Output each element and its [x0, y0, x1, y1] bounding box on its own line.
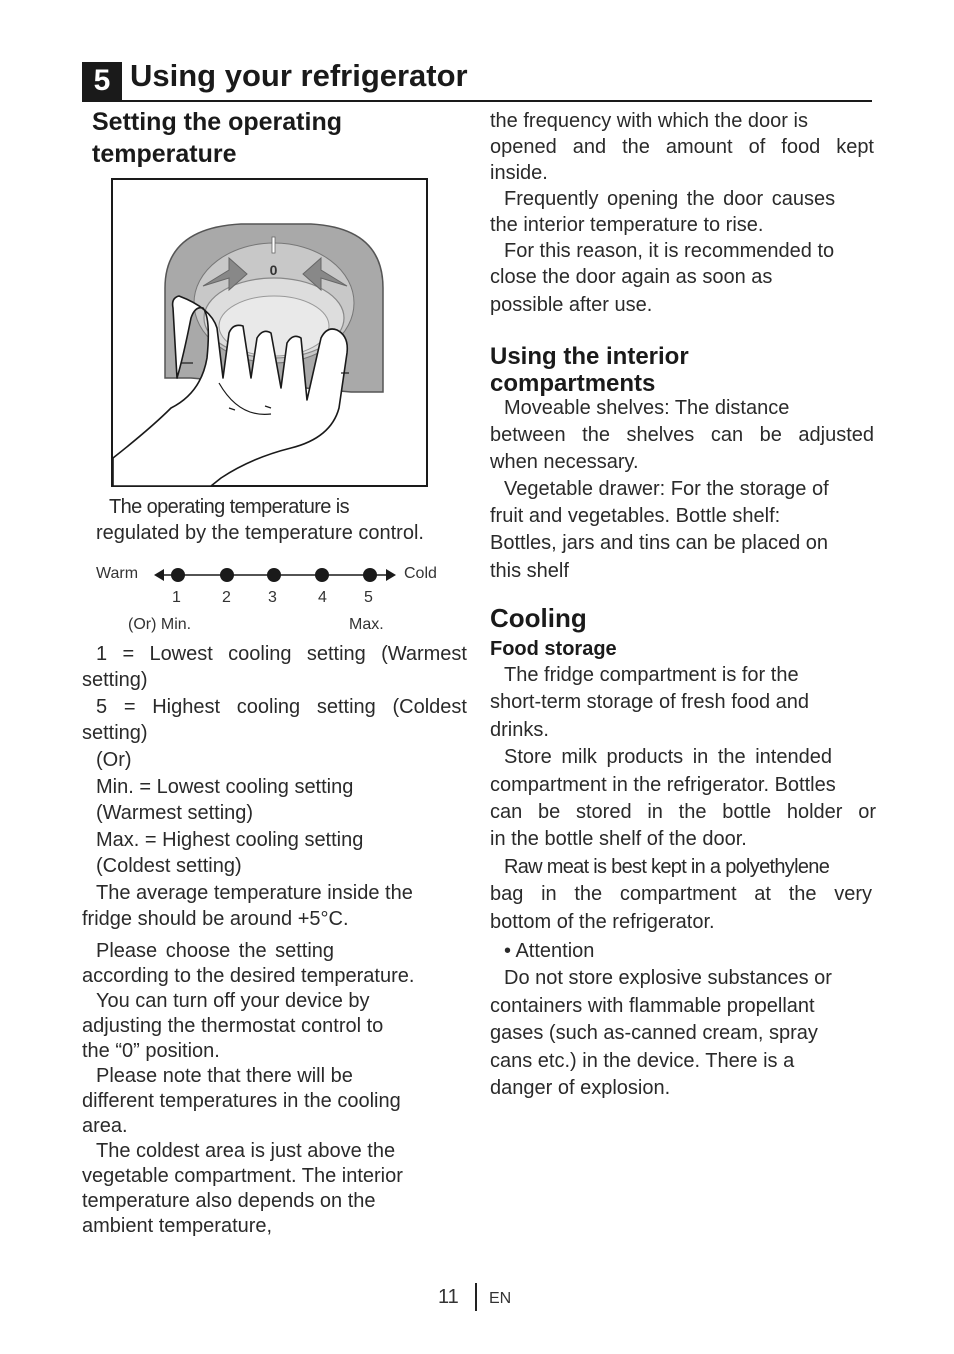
scale-number: 4: [318, 589, 327, 606]
food-storage-paragraph: The fridge compartment is for the short-term storage of fresh food and drinks. Store milk products in the intended compartment in the refrigerator. Bottles can be stored in the bottle holder or in the bottle shelf of the door. Raw meat is best kept in a polyethylene bag in the compartment at the very bottom of the refrigerator. • Attention Do not store explosive substances or containers with flammable propellant gases (such as-canned cream, spray cans etc.) in the device. There is a danger of explosion.: [490, 664, 876, 1100]
scale-number: 3: [268, 589, 277, 606]
thermostat-knob-hand-icon: [111, 178, 428, 487]
door-frequency-paragraph: the frequency with which the door is opened and the amount of food kept inside. Frequently opening the door causes the interior temperature to rise. For this reason, it is recommended to close the door again as soon as possible after use.: [490, 110, 874, 316]
section-number-badge: 5: [82, 62, 122, 100]
scale-cold-label: Cold: [404, 565, 437, 582]
scale-line-icon: [92, 560, 452, 590]
page-title: Using your refrigerator: [130, 58, 468, 93]
svg-text:0: 0: [269, 262, 278, 278]
page-number: 11: [438, 1286, 459, 1308]
footer-divider: [475, 1283, 477, 1311]
scale-warm-label: Warm: [96, 565, 139, 582]
section-heading-cooling: Cooling: [490, 603, 587, 633]
section-heading-operating-temperature: Setting the operating temperature: [92, 108, 342, 168]
intro-paragraph: The operating temperature is regulated by the temperature control.: [96, 496, 424, 544]
interior-compartments-paragraph: Moveable shelves: The distance between the shelves can be adjusted when necessary. Vegetable drawer: For the storage of fruit and vegetables. Bottle shelf: Bottles, jars and tins can be placed on this shelf: [490, 397, 874, 582]
scale-number: 5: [364, 589, 373, 606]
scale-number: 1: [172, 589, 181, 606]
scale-max-label: Max.: [349, 616, 384, 633]
settings-notes: Please choose the setting according to the desired temperature. You can turn off your device by adjusting the thermostat control to the “0” position. Please note that there will be different temperatures in the cooling area. The coldest area is just above the vegetable compartment. The interior temperature also depends on the ambient temperature,: [82, 940, 415, 1237]
temperature-scale: [92, 560, 452, 640]
settings-explanation: 1 = Lowest cooling setting (Warmest setting) 5 = Highest cooling setting (Coldest setting) (Or) Min. = Lowest cooling setting (Warmest setting) Max. = Highest cooling setting (Coldest setting) The average temperature inside the fridge should be around +5°C.: [82, 643, 467, 930]
subheading-food-storage: Food storage: [490, 638, 617, 660]
scale-number: 2: [222, 589, 231, 606]
language-code: EN: [489, 1290, 512, 1307]
thermostat-knob-hand-illustration: [111, 178, 428, 487]
section-heading-interior-compartments: Using the interior compartments: [490, 343, 689, 397]
scale-min-label: (Or) Min.: [128, 616, 192, 633]
header-rule: [82, 100, 872, 102]
